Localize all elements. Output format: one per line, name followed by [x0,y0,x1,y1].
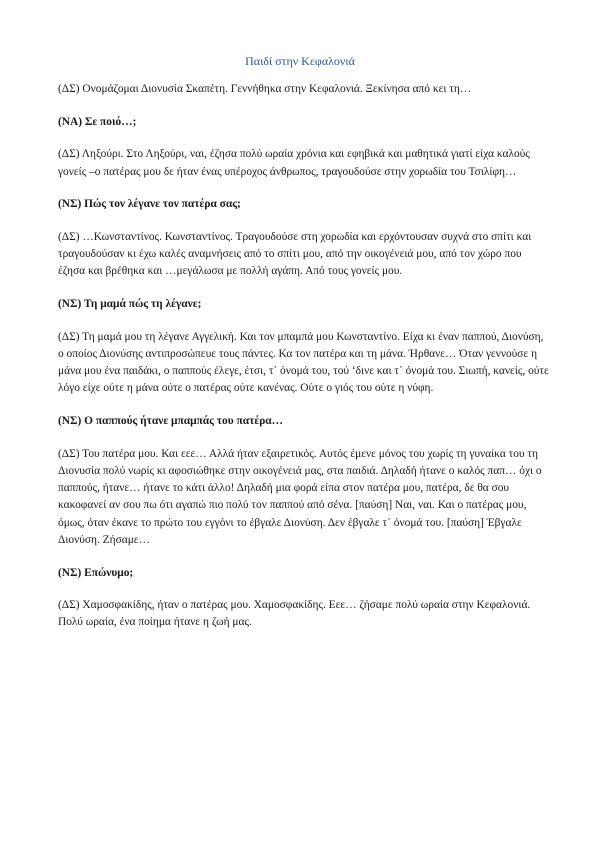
answer-paragraph: (ΔΣ) Ονομάζομαι Διονυσία Σκαπέτη. Γεννήθηκα στην Κεφαλονιά. Ξεκίνησα από κει τη… [58,83,472,95]
question-paragraph: (ΝΣ) Επώνυμο; [58,566,134,579]
answer-paragraph: (ΔΣ) …Κωνσταντίνος. Κωνσταντίνος. Τραγουδούσε στη χορωδία και ερχόντουσαν συχνά στο σπίτι και τραγουδούσαν κι έχω καλές αναμνήσεις από το σπίτι μου, από την οικογένειά μου, από τον χώρο που έζησα και βρέθηκα και …μεγάλωσα με πολλή αγάπη. Από τους γονείς μου. [58,231,532,278]
question-paragraph: (ΝΣ) Ο παππούς ήτανε μπαμπάς του πατέρα… [58,415,284,428]
answer-paragraph: (ΔΣ) Ληξούρι. Στο Ληξούρι, ναι, έζησα πολύ ωραία χρόνια και εφηβικά και μαθητικά γιατί είχα καλούς γονείς –ο πατέρας μου δε ήταν ένας υπέροχος άνθρωπος, τραγουδούσε στην χορωδία του Τσιλίφη… [58,148,530,178]
transcript-body [58,81,550,647]
question-paragraph: (ΝΑ) Σε ποιό…; [58,115,137,128]
document-title: Παιδί στην Κεφαλονιά [245,54,355,68]
question-paragraph: (ΝΣ) Πώς τον λέγανε τον πατέρα σας; [58,198,241,211]
answer-paragraph: (ΔΣ) Χαμοσφακίδης, ήταν ο πατέρας μου. Χαμοσφακίδης. Εεε… ζήσαμε πολύ ωραία στην Κεφαλονιά. Πολύ ωραία, ένα ποίημα ήτανε η ζωή μας. [58,599,531,629]
question-paragraph: (ΝΣ) Τη μαμά πώς τη λέγανε; [58,298,202,311]
answer-paragraph: (ΔΣ) Τη μαμά μου τη λέγανε Αγγελική. Και τον μπαμπά μου Κωνσταντίνο. Είχα κι έναν παππού, Διονύση, ο οποίος Διονύσης αντιπροσώπευε τους πάντες. Κα τον πατέρα και τη μάνα. Ήρθανε… Όταν γεννούσε η μάνα μου ένα παιδάκι, ο παππούς έλεγε, έτσι, τ᾽ όνομά του, τού ‘δινε και τ᾽ όνομά του. Σιωπή, κανείς, ούτε λόγο είχε ούτε η μάνα ούτε ο πατέρας ούτε κανένας. Ούτε ο γιός του ούτε η νύφη. [58,330,549,395]
answer-paragraph: (ΔΣ) Του πατέρα μου. Και εεε… Αλλά ήταν εξαιρετικός. Αυτός έμενε μόνος του χωρίς τη γυναίκα του τη Διονυσία πολύ νωρίς κι αφοσιώθηκε στην οικογένειά μας, στα παιδιά. Δηλαδή ήτανε ο καλός παπ… όχι ο παππούς, ήτανε… ήτανε το κάτι άλλο! Δηλαδή μια φορά είπα στον πατέρα μου, πατέρα, δε θα σου κακοφανεί αν σου πω ότι αγαπώ πιο πολύ τον παππού από σένα. [παύση] Ναι, ναι. Και ο πατέρας μου, όμως, όταν έκανε το πρώτο του εγγόνι το έβγαλε Διονύση. Δεν έβγαλε τ᾽ όνομά του. [παύση] Έβγαλε Διονύση. Ζήσαμε… [58,447,542,546]
